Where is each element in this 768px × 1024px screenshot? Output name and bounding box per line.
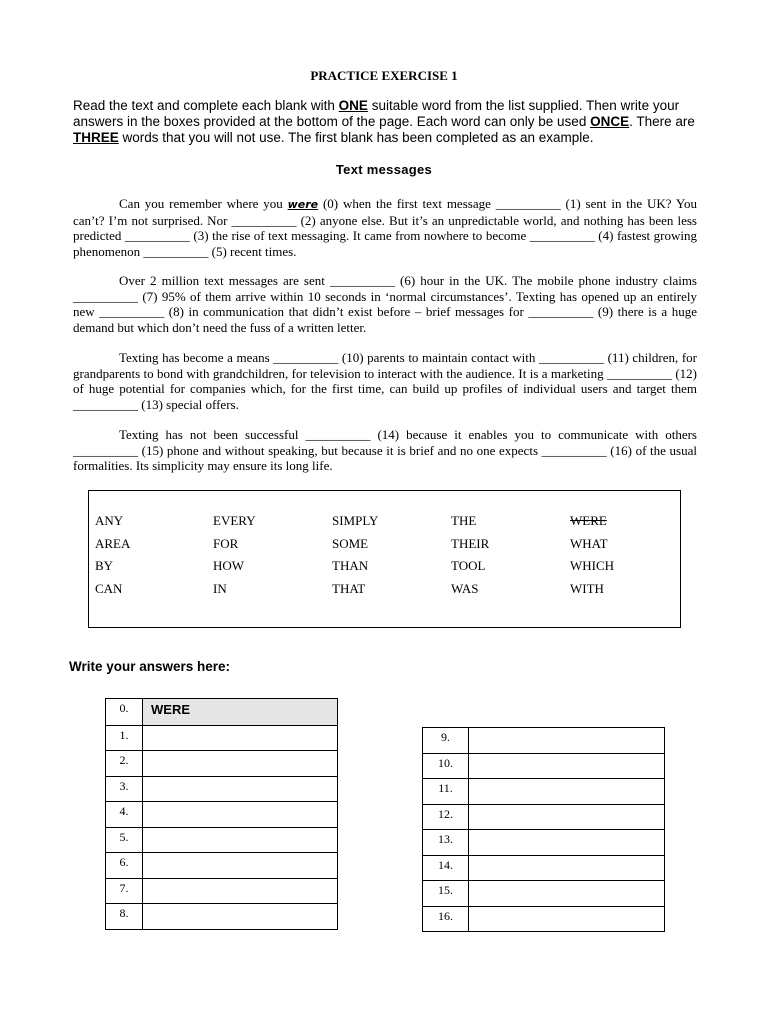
answer-field[interactable] (469, 906, 665, 932)
answer-field[interactable] (143, 802, 338, 828)
answer-row (106, 725, 338, 751)
word-list-item: WHAT (570, 536, 608, 551)
word-list-item: CAN (95, 581, 123, 596)
answer-field[interactable] (469, 804, 665, 830)
emphasis-three: THREE (73, 130, 119, 145)
answer-field[interactable] (469, 830, 665, 856)
answer-field[interactable] (143, 827, 338, 853)
answer-field[interactable] (469, 728, 665, 754)
passage-paragraph-1 (73, 196, 697, 259)
answer-example-value: WERE (143, 699, 338, 726)
word-list-item-struck: WERE (570, 513, 607, 528)
word-list-item: ANY (95, 513, 124, 528)
instructions-text: . There are (629, 114, 695, 129)
emphasis-once: ONCE (590, 114, 630, 129)
answer-number: 15. (423, 881, 469, 907)
paragraph-text: (0) when the first text message __________ (1) sent in the UK? You can’t? I’m not surprised. Nor __________ (2) anyone else. But it’s an unpredictable world, and nothing has been less predicted __________ (3) the rise of text messaging. It came from nowhere to become __________ (4) fastest growing phenomenon __________ (5) recent times. (73, 196, 697, 259)
word-list-item: AREA (95, 536, 131, 551)
answer-number: 1. (106, 725, 143, 751)
answer-number: 12. (423, 804, 469, 830)
answer-field[interactable] (143, 725, 338, 751)
answer-table-right (422, 727, 665, 932)
answer-row (106, 827, 338, 853)
answer-row (106, 878, 338, 904)
answer-field[interactable] (143, 751, 338, 777)
answer-row (106, 853, 338, 879)
word-list-item: SOME (332, 536, 369, 551)
example-word: were (287, 198, 319, 211)
word-list-item: TOOL (451, 558, 486, 573)
answer-row (106, 776, 338, 802)
instructions-text: words that you will not use. The first blank has been completed as an example. (118, 130, 594, 145)
word-list-item: THAT (332, 581, 366, 596)
answer-field[interactable] (143, 904, 338, 930)
answer-number: 3. (106, 776, 143, 802)
word-list-item: FOR (213, 536, 239, 551)
word-list-item: EVERY (213, 513, 256, 528)
answer-row (106, 802, 338, 828)
instructions-text: Read the text and complete each blank with (73, 98, 339, 113)
answer-row (423, 804, 665, 830)
instructions (73, 98, 697, 146)
paragraph-text: Can you remember where you (119, 196, 288, 211)
passage-paragraph-4: Texting has not been successful __________ (14) because it enables you to communicate with others __________ (15) phone and without speaking, but because it is brief and no one expects __________ (16) of the usual formalities. Its simplicity may ensure its long life. (73, 427, 697, 473)
answer-row (106, 751, 338, 777)
answers-label: Write your answers here: (69, 659, 231, 674)
word-list-item: WITH (570, 581, 604, 596)
answer-row (423, 728, 665, 754)
word-list-item: SIMPLY (332, 513, 379, 528)
answer-number: 10. (423, 753, 469, 779)
answer-field[interactable] (143, 776, 338, 802)
answer-number: 8. (106, 904, 143, 930)
passage-heading: Text messages (335, 162, 433, 177)
answer-number: 2. (106, 751, 143, 777)
answer-number: 7. (106, 878, 143, 904)
answer-number: 6. (106, 853, 143, 879)
answer-row (423, 855, 665, 881)
word-list-item: THE (451, 513, 477, 528)
word-list-item: THAN (332, 558, 369, 573)
answer-row (423, 779, 665, 805)
word-list-item: WHICH (570, 558, 615, 573)
answer-field[interactable] (469, 779, 665, 805)
answer-row (106, 699, 338, 726)
answer-row (423, 906, 665, 932)
answer-field[interactable] (469, 881, 665, 907)
answer-row (423, 881, 665, 907)
answer-number: 4. (106, 802, 143, 828)
answer-number: 13. (423, 830, 469, 856)
answer-table-left (105, 698, 338, 930)
page-title: PRACTICE EXERCISE 1 (310, 68, 458, 83)
answer-field[interactable] (143, 878, 338, 904)
word-list-item: WAS (451, 581, 479, 596)
answer-number: 16. (423, 906, 469, 932)
word-list-item: BY (95, 558, 114, 573)
word-list-item: IN (213, 581, 227, 596)
word-list-item: HOW (213, 558, 245, 573)
instructions-text: suitable word from the list supplied. Then write your answers in the boxes provided at the bottom of the page. Each word can only be used (73, 98, 680, 129)
answer-field[interactable] (469, 753, 665, 779)
answer-row (423, 830, 665, 856)
answer-number: 0. (106, 699, 143, 726)
answer-field[interactable] (143, 853, 338, 879)
answer-row (423, 753, 665, 779)
answer-number: 9. (423, 728, 469, 754)
answer-number: 5. (106, 827, 143, 853)
passage-paragraph-2: Over 2 million text messages are sent __________ (6) hour in the UK. The mobile phone industry claims __________ (7) 95% of them arrive within 10 seconds in ‘normal circumstances’. Texting has opened up an entirely new __________ (8) in communication that didn’t exist before – brief messages for __________ (9) there is a huge demand but which don’t need the fuss of a written letter. (73, 273, 697, 335)
passage-paragraph-3: Texting has become a means __________ (10) parents to maintain contact with __________ (11) children, for grandparents to bond with grandchildren, for television to interact with the audience. It is a marketing __________ (12) of huge potential for companies which, for the first time, can build up profiles of individual users and target them __________ (13) special offers. (73, 350, 697, 412)
word-list-item: THEIR (451, 536, 490, 551)
answer-field[interactable] (469, 855, 665, 881)
answer-row (106, 904, 338, 930)
word-list-box (88, 490, 681, 628)
answer-number: 11. (423, 779, 469, 805)
answer-number: 14. (423, 855, 469, 881)
emphasis-one: ONE (338, 98, 368, 113)
